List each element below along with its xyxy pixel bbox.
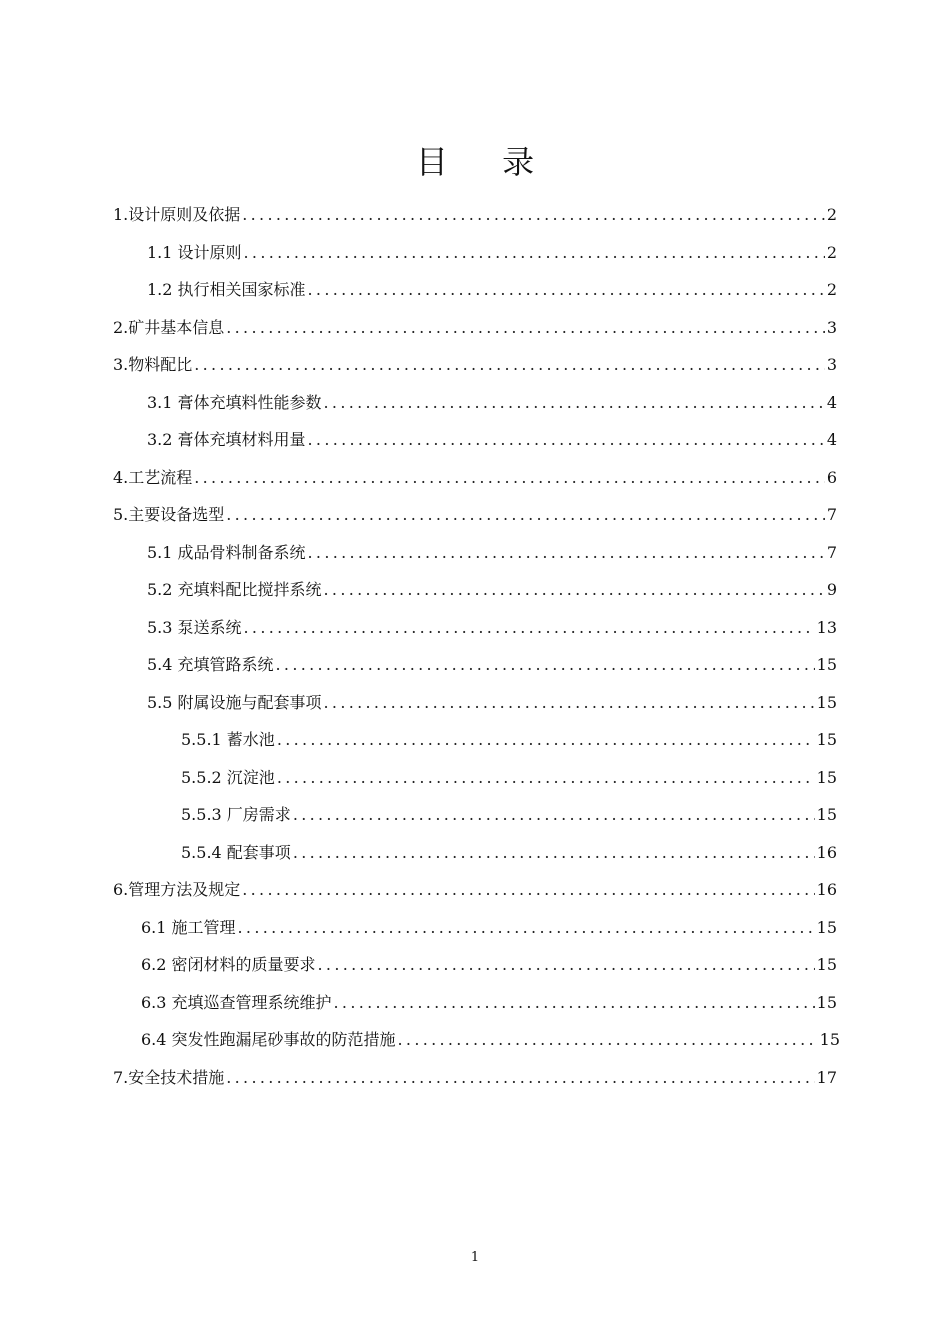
toc-entry[interactable] xyxy=(0,234,950,272)
toc-entry-label: 5.3 泵送系统 xyxy=(147,617,242,637)
toc-entry-label: 5.主要设备选型 xyxy=(113,505,225,524)
toc-entry-page: 13 xyxy=(816,617,837,637)
toc-entry-page: 15 xyxy=(816,917,837,937)
toc-entry-label: 5.5.1 蓄水池 xyxy=(181,730,275,749)
toc-leader-dots xyxy=(276,646,815,684)
toc-entry[interactable] xyxy=(0,1059,950,1097)
toc-entry[interactable] xyxy=(0,384,950,422)
toc-entry[interactable] xyxy=(0,871,950,909)
toc-entry-page: 16 xyxy=(816,842,837,862)
toc-leader-dots xyxy=(194,459,825,497)
toc-leader-dots xyxy=(226,1059,814,1097)
toc-entry[interactable] xyxy=(0,271,950,309)
toc-entry[interactable] xyxy=(0,459,950,497)
toc-leader-dots xyxy=(244,234,825,272)
toc-entry-label: 5.5.2 沉淀池 xyxy=(181,767,275,787)
toc-entry-label: 1.2 执行相关国家标准 xyxy=(147,280,306,299)
toc-entry[interactable] xyxy=(0,196,950,234)
toc-entry-page: 9 xyxy=(826,580,837,599)
toc-entry-page: 7 xyxy=(826,505,837,524)
toc-leader-dots xyxy=(324,384,825,422)
toc-entry[interactable] xyxy=(0,309,950,347)
toc-entry-label: 6.3 充填巡查管理系统维护 xyxy=(141,992,332,1012)
toc-entry-page: 15 xyxy=(816,767,837,787)
toc-entry-label: 1.设计原则及依据 xyxy=(113,205,241,224)
toc-entry-label: 5.1 成品骨料制备系统 xyxy=(147,542,306,562)
toc-leader-dots xyxy=(324,571,825,609)
toc-leader-dots xyxy=(277,721,815,759)
toc-leader-dots xyxy=(318,946,815,984)
toc-entry-label: 3.1 膏体充填料性能参数 xyxy=(147,392,322,412)
toc-entry-page: 6 xyxy=(826,467,837,487)
toc-leader-dots xyxy=(308,534,825,572)
toc-entry[interactable] xyxy=(0,496,950,534)
toc-entry-label: 5.5 附属设施与配套事项 xyxy=(147,692,322,712)
toc-entry-label: 5.2 充填料配比搅拌系统 xyxy=(147,580,322,599)
toc-entry[interactable] xyxy=(0,796,950,834)
toc-leader-dots xyxy=(277,759,815,797)
toc-entry-page: 17 xyxy=(816,1067,837,1087)
toc-entry-page: 15 xyxy=(816,655,837,674)
toc-entry[interactable] xyxy=(0,421,950,459)
toc-entry[interactable] xyxy=(0,684,950,722)
toc-entry[interactable] xyxy=(0,759,950,797)
toc-entry[interactable] xyxy=(0,834,950,872)
toc-entry[interactable] xyxy=(0,346,950,384)
toc-entry-label: 2.矿井基本信息 xyxy=(113,317,225,337)
toc-entry-page: 16 xyxy=(816,880,837,899)
toc-entry-page: 3 xyxy=(826,317,837,337)
toc-entry[interactable] xyxy=(0,984,950,1022)
toc-leader-dots xyxy=(308,271,825,309)
toc-entry-page: 15 xyxy=(816,730,837,749)
toc-leader-dots xyxy=(244,609,815,647)
page-title: 目 录 xyxy=(415,143,557,181)
page-number: 1 xyxy=(470,1250,480,1265)
toc-leader-dots xyxy=(242,871,814,909)
toc-entry-label: 5.5.3 厂房需求 xyxy=(181,805,291,824)
toc-entry[interactable] xyxy=(0,609,950,647)
toc-entry-label: 6.2 密闭材料的质量要求 xyxy=(141,955,316,974)
toc-entry[interactable] xyxy=(0,646,950,684)
toc-leader-dots xyxy=(334,984,815,1022)
toc-entry-label: 1.1 设计原则 xyxy=(147,242,242,262)
toc-entry-label: 3.物料配比 xyxy=(113,355,193,374)
toc-entry-label: 3.2 膏体充填材料用量 xyxy=(147,430,306,449)
toc-leader-dots xyxy=(242,196,825,234)
toc-leader-dots xyxy=(293,834,815,872)
toc-entry-page: 4 xyxy=(826,430,837,449)
toc-leader-dots xyxy=(226,496,825,534)
toc-entry-label: 6.管理方法及规定 xyxy=(113,880,241,899)
toc-entry-page: 2 xyxy=(826,280,837,299)
toc-entry-page: 15 xyxy=(819,1030,840,1049)
toc-entry[interactable] xyxy=(0,571,950,609)
toc-leader-dots xyxy=(293,796,815,834)
toc-entry-page: 4 xyxy=(826,392,837,412)
toc-entry-label: 5.5.4 配套事项 xyxy=(181,842,291,862)
toc-entry-page: 15 xyxy=(816,992,837,1012)
toc-entry[interactable] xyxy=(0,946,950,984)
toc-entry[interactable] xyxy=(0,721,950,759)
toc-entry[interactable] xyxy=(0,1021,950,1059)
toc-entry-page: 7 xyxy=(826,542,837,562)
toc-entry-page: 2 xyxy=(826,205,837,224)
toc-entry-label: 5.4 充填管路系统 xyxy=(147,655,274,674)
table-of-contents xyxy=(0,196,950,1096)
toc-entry-page: 15 xyxy=(816,805,837,824)
toc-entry-label: 4.工艺流程 xyxy=(113,467,193,487)
toc-entry-page: 3 xyxy=(826,355,837,374)
toc-leader-dots xyxy=(238,909,815,947)
toc-entry-label: 7.安全技术措施 xyxy=(113,1067,225,1087)
toc-leader-dots xyxy=(194,346,825,384)
toc-leader-dots xyxy=(398,1021,818,1059)
toc-entry[interactable] xyxy=(0,534,950,572)
toc-entry-label: 6.4 突发性跑漏尾砂事故的防范措施 xyxy=(141,1030,396,1049)
toc-entry-page: 2 xyxy=(826,242,837,262)
toc-entry-page: 15 xyxy=(816,955,837,974)
toc-leader-dots xyxy=(308,421,825,459)
toc-entry-label: 6.1 施工管理 xyxy=(141,917,236,937)
toc-entry-page: 15 xyxy=(816,692,837,712)
toc-leader-dots xyxy=(324,684,815,722)
toc-leader-dots xyxy=(226,309,825,347)
toc-entry[interactable] xyxy=(0,909,950,947)
